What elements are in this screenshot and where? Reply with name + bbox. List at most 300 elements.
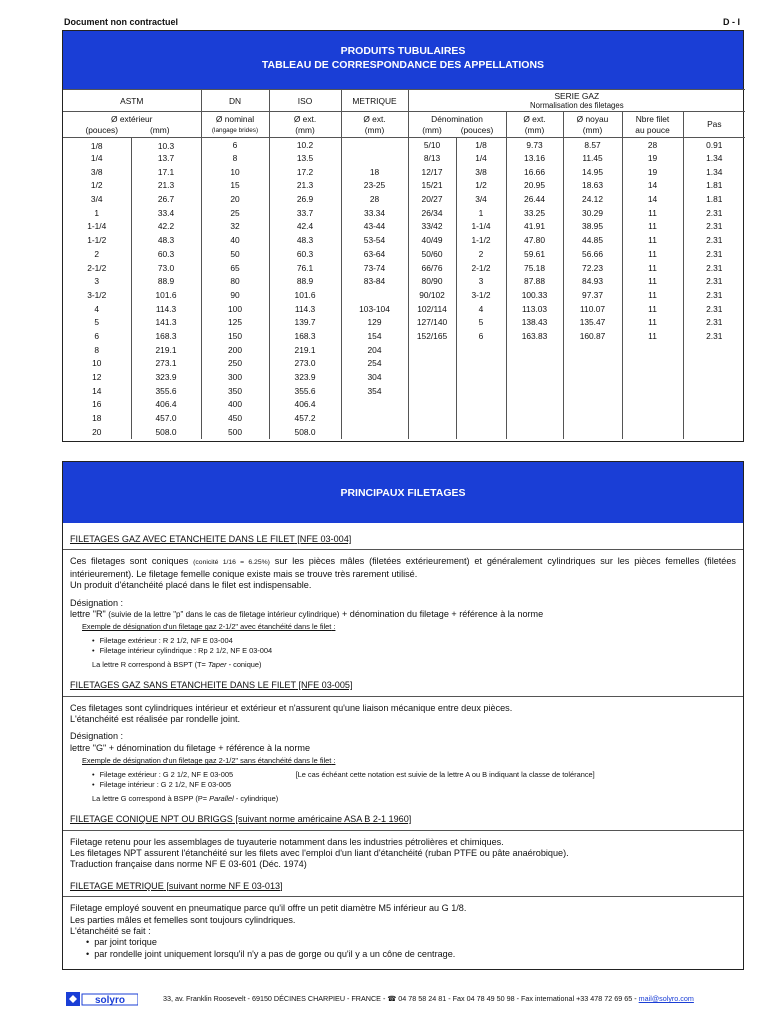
table-row bbox=[63, 329, 745, 343]
table-cell: 457.0 bbox=[131, 411, 201, 425]
denomination-sub bbox=[408, 112, 506, 138]
table-cell: 8 bbox=[94, 344, 100, 355]
table-cell: 219.1 bbox=[269, 343, 341, 357]
table-cell: 2.31 bbox=[683, 220, 745, 234]
table-cell: 160.87 bbox=[563, 329, 622, 343]
s3-title bbox=[70, 814, 736, 825]
table-row bbox=[63, 179, 745, 193]
s3-para3: Traduction française dans norme NF E 03-601 (Déc. 1974) bbox=[70, 859, 307, 870]
table-cell bbox=[563, 343, 622, 357]
table-cell: 4 bbox=[94, 303, 100, 314]
table-cell bbox=[506, 343, 563, 357]
table-cell: 26.9 bbox=[269, 192, 341, 206]
met-ext: Ø ext. bbox=[363, 113, 386, 124]
table-cell: 3-1/2 bbox=[456, 288, 506, 302]
table-cell: 3/4 bbox=[90, 194, 103, 205]
table-cell bbox=[456, 357, 506, 371]
table-cell bbox=[683, 357, 745, 371]
s1-example-colon: : bbox=[331, 622, 336, 632]
table-cell: 50/60 bbox=[408, 247, 456, 261]
table-cell: 1/2 bbox=[456, 179, 506, 193]
table-row bbox=[63, 206, 745, 220]
table-cell bbox=[506, 384, 563, 398]
met-sub bbox=[341, 112, 408, 138]
table-cell: 20.95 bbox=[506, 179, 563, 193]
iso-sub bbox=[269, 112, 341, 138]
table-cell: 101.6 bbox=[131, 288, 201, 302]
table-cell: 6 bbox=[201, 138, 269, 152]
den-units bbox=[409, 125, 506, 136]
nbre-filet: Nbre filet bbox=[635, 113, 670, 124]
table-cell bbox=[506, 398, 563, 412]
table-cell: 13.5 bbox=[269, 151, 341, 165]
table-cell: 25 bbox=[201, 206, 269, 220]
table-cell: 204 bbox=[341, 343, 408, 357]
divider bbox=[63, 896, 743, 897]
table-cell: 32 bbox=[201, 220, 269, 234]
s1-example bbox=[82, 621, 736, 632]
table-row bbox=[63, 302, 745, 316]
mail-link[interactable]: mail@solyro.com bbox=[638, 994, 694, 1003]
noyau: Ø noyau bbox=[576, 113, 609, 124]
table-cell bbox=[341, 425, 408, 439]
table-cell: 152/165 bbox=[408, 329, 456, 343]
dn-nominal: Ø nominal bbox=[215, 113, 255, 124]
table-cell: 406.4 bbox=[131, 398, 201, 412]
s2-corr-italic: Parallel bbox=[209, 793, 234, 803]
banner-title-1: PRODUITS TUBULAIRES bbox=[340, 45, 466, 57]
astm-units bbox=[63, 125, 201, 136]
table-cell: 84.93 bbox=[563, 274, 622, 288]
table-cell: 135.47 bbox=[563, 315, 622, 329]
table-cell: 2.31 bbox=[683, 315, 745, 329]
table-cell bbox=[622, 411, 683, 425]
table-cell bbox=[622, 384, 683, 398]
table-cell: 16.66 bbox=[506, 165, 563, 179]
noyau-mm: (mm) bbox=[582, 124, 603, 135]
s1-corr-italic: Taper bbox=[207, 659, 227, 669]
s1-d1a: lettre "R" bbox=[70, 609, 109, 620]
doc-note: Document non contractuel bbox=[64, 17, 179, 27]
table-cell: 400 bbox=[201, 398, 269, 412]
table-cell: 273.1 bbox=[131, 357, 201, 371]
s2-example bbox=[82, 755, 736, 766]
table-cell: 450 bbox=[201, 411, 269, 425]
table-banner bbox=[63, 31, 743, 89]
table-body bbox=[63, 138, 745, 439]
table-cell: 19 bbox=[622, 151, 683, 165]
table-cell: 17.1 bbox=[131, 165, 201, 179]
noyau-sub bbox=[563, 112, 622, 138]
table-row bbox=[63, 370, 745, 384]
table-cell: 168.3 bbox=[131, 329, 201, 343]
table-cell: 2 bbox=[94, 248, 100, 259]
table-cell: 508.0 bbox=[269, 425, 341, 439]
table-cell bbox=[506, 370, 563, 384]
table-cell: 1/2 bbox=[90, 180, 103, 191]
table-cell: 1.81 bbox=[683, 179, 745, 193]
table-cell: 15 bbox=[201, 179, 269, 193]
astm-mm: (mm) bbox=[149, 124, 170, 135]
table-cell: 73-74 bbox=[341, 261, 408, 275]
filetages-content bbox=[63, 523, 743, 966]
table-cell: 76.1 bbox=[269, 261, 341, 275]
table-cell: 63-64 bbox=[341, 247, 408, 261]
table-cell: 26.7 bbox=[131, 192, 201, 206]
table-cell: 323.9 bbox=[131, 370, 201, 384]
table-cell: 1/4 bbox=[456, 151, 506, 165]
table-cell: 88.9 bbox=[131, 274, 201, 288]
correspondence-table bbox=[63, 89, 745, 439]
table-cell: 250 bbox=[201, 357, 269, 371]
table-cell: 114.3 bbox=[131, 302, 201, 316]
s1-ref: [NFE 03-004] bbox=[294, 534, 352, 544]
table-cell: 33.25 bbox=[506, 206, 563, 220]
address-text: 33, av. Franklin Roosevelt - 69150 DÉCINES CHARPIEU - FRANCE - ☎ 04 78 58 24 81 - Fax 04 78 49 50 98 - Fax international +33 478 72 69 65 - bbox=[163, 994, 639, 1003]
table-cell: 2.31 bbox=[683, 302, 745, 316]
table-row bbox=[63, 151, 745, 165]
table-cell: 60.3 bbox=[131, 247, 201, 261]
table-cell: 53-54 bbox=[341, 233, 408, 247]
table-cell: 1 bbox=[456, 206, 506, 220]
table-cell: 11 bbox=[622, 329, 683, 343]
divider bbox=[63, 549, 743, 550]
s2-para2: L'étanchéité est réalisée par rondelle joint. bbox=[70, 714, 241, 725]
table-cell: 8/13 bbox=[408, 151, 456, 165]
table-cell: 9.73 bbox=[506, 138, 563, 152]
s2-bullet-1 bbox=[92, 770, 736, 780]
table-cell: 10.3 bbox=[131, 138, 201, 152]
table-cell: 1.34 bbox=[683, 165, 745, 179]
table-cell bbox=[456, 384, 506, 398]
table-cell: 20 bbox=[201, 192, 269, 206]
s1-para2: Un produit d'étanchéité placé dans le filet est indispensable. bbox=[70, 580, 312, 591]
table-cell bbox=[563, 370, 622, 384]
solyro-logo-icon bbox=[66, 990, 138, 1008]
logo-text: solyro bbox=[94, 995, 126, 1006]
table-cell bbox=[341, 151, 408, 165]
s1-d1b: (suivie de la lettre "p" dans le cas de filetage intérieur cylindrique) bbox=[108, 610, 340, 620]
table-cell: 60.3 bbox=[269, 247, 341, 261]
table-cell: 80 bbox=[201, 274, 269, 288]
table-cell: 1.81 bbox=[683, 192, 745, 206]
col-metrique: METRIQUE bbox=[341, 90, 408, 112]
table-row bbox=[63, 274, 745, 288]
table-cell: 80/90 bbox=[408, 274, 456, 288]
banner-title-2: TABLEAU DE CORRESPONDANCE DES APPELLATIONS bbox=[261, 59, 545, 71]
s4-title bbox=[70, 881, 736, 892]
table-cell: 103-104 bbox=[341, 302, 408, 316]
table-row bbox=[63, 425, 745, 439]
table-cell: 355.6 bbox=[131, 384, 201, 398]
iso-mm: (mm) bbox=[295, 124, 315, 135]
table-cell: 323.9 bbox=[269, 370, 341, 384]
table-cell: 125 bbox=[201, 315, 269, 329]
footer-address bbox=[163, 994, 694, 1003]
table-cell: 100.33 bbox=[506, 288, 563, 302]
table-row bbox=[63, 233, 745, 247]
table-cell: 2.31 bbox=[683, 247, 745, 261]
table-cell: 11 bbox=[622, 261, 683, 275]
table-cell: 14 bbox=[622, 179, 683, 193]
table-cell: 3 bbox=[456, 274, 506, 288]
table-cell bbox=[408, 384, 456, 398]
table-cell: 65 bbox=[201, 261, 269, 275]
table-cell: 127/140 bbox=[408, 315, 456, 329]
table-cell: 1/4 bbox=[90, 153, 103, 164]
table-cell: 100 bbox=[201, 302, 269, 316]
s2-title bbox=[70, 680, 736, 691]
table-cell bbox=[683, 411, 745, 425]
table-cell: 11 bbox=[622, 233, 683, 247]
table-cell: 2 bbox=[456, 247, 506, 261]
table-cell: 14 bbox=[622, 192, 683, 206]
s4-bullet-1: • par joint torique bbox=[86, 937, 736, 948]
table-cell: 2.31 bbox=[683, 261, 745, 275]
astm-pouces: (pouces) bbox=[85, 124, 119, 135]
iso-ext: Ø ext. bbox=[293, 113, 317, 124]
pas-sub: Pas bbox=[683, 112, 745, 138]
table-cell: 3/8 bbox=[456, 165, 506, 179]
table-cell: 33/42 bbox=[408, 220, 456, 234]
table-cell bbox=[341, 411, 408, 425]
dn-langage: (langage brides) bbox=[211, 126, 259, 134]
table-cell: 2.31 bbox=[683, 329, 745, 343]
table-cell: 28 bbox=[341, 192, 408, 206]
table-cell: 26.44 bbox=[506, 192, 563, 206]
table-cell: 139.7 bbox=[269, 315, 341, 329]
table-cell: 26/34 bbox=[408, 206, 456, 220]
col-serie-gaz bbox=[408, 90, 745, 112]
table-cell bbox=[341, 138, 408, 152]
table-cell: 0.91 bbox=[683, 138, 745, 152]
s1-correspondence bbox=[92, 659, 736, 670]
s3-para1: Filetage retenu pour les assemblages de tuyauterie notamment dans les industries pétrolières et chimiques. bbox=[70, 836, 504, 847]
table-cell bbox=[408, 398, 456, 412]
normalisation-label: Normalisation des filetages bbox=[530, 101, 624, 110]
table-cell: 90 bbox=[201, 288, 269, 302]
astm-sub bbox=[63, 112, 201, 138]
s2-designation: Désignation : bbox=[70, 731, 124, 742]
table-cell: 2-1/2 bbox=[456, 261, 506, 275]
table-row bbox=[63, 247, 745, 261]
s4-ref: [suivant norme NF E 03-013] bbox=[163, 880, 283, 891]
table-cell: 24.12 bbox=[563, 192, 622, 206]
table-cell: 30.29 bbox=[563, 206, 622, 220]
s1-title-text: FILETAGES GAZ AVEC ETANCHEITE DANS LE FILET bbox=[70, 534, 295, 544]
table-cell: 141.3 bbox=[131, 315, 201, 329]
table-cell: 56.66 bbox=[563, 247, 622, 261]
table-cell: 5/10 bbox=[408, 138, 456, 152]
table-cell: 18.63 bbox=[563, 179, 622, 193]
table-cell: 83-84 bbox=[341, 274, 408, 288]
table-cell bbox=[622, 357, 683, 371]
table-cell: 3-1/2 bbox=[87, 289, 107, 300]
table-cell: 17.2 bbox=[269, 165, 341, 179]
table-cell bbox=[622, 370, 683, 384]
table-cell: 42.2 bbox=[131, 220, 201, 234]
table-cell: 33.7 bbox=[269, 206, 341, 220]
s4-bullet-2: • par rondelle joint uniquement lorsqu'il n'y a pas de gorge ou qu'il y a un cône de centrage. bbox=[86, 949, 736, 960]
s2-title-text: FILETAGES GAZ SANS ETANCHEITE DANS LE FILET bbox=[70, 680, 296, 691]
s2-b1-note: [Le cas échéant cette notation est suivie de la lettre A ou B indiquant la classe de tolérance] bbox=[295, 769, 595, 779]
s2-example-colon: : bbox=[331, 756, 336, 766]
table-cell: 508.0 bbox=[131, 425, 201, 439]
table-cell: 1 bbox=[94, 207, 100, 218]
table-cell: 3/8 bbox=[90, 166, 103, 177]
s2-correspondence bbox=[92, 793, 736, 804]
table-cell: 1/8 bbox=[90, 141, 103, 152]
s1-corr-end: - conique) bbox=[226, 659, 262, 669]
table-cell: 21.3 bbox=[131, 179, 201, 193]
table-cell: 8 bbox=[201, 151, 269, 165]
s2-para1: Ces filetages sont cylindriques intérieur et extérieur et n'assurent qu'une liaison mécanique entre deux pièces. bbox=[70, 702, 513, 713]
table-cell bbox=[563, 357, 622, 371]
table-cell bbox=[456, 425, 506, 439]
s1-corr: La lettre R correspond à BSPT (T= bbox=[92, 659, 208, 669]
table-cell: 110.07 bbox=[563, 302, 622, 316]
table-cell: 20/27 bbox=[408, 192, 456, 206]
table-cell: 11 bbox=[622, 206, 683, 220]
table-cell: 6 bbox=[456, 329, 506, 343]
s1-bullet-1: • Filetage extérieur : R 2 1/2, NF E 03-004 bbox=[92, 636, 736, 646]
table-cell: 5 bbox=[456, 315, 506, 329]
table-cell: 10.2 bbox=[269, 138, 341, 152]
table-cell: 18 bbox=[341, 165, 408, 179]
table-row bbox=[63, 220, 745, 234]
table-cell: 3 bbox=[94, 276, 100, 287]
table-cell: 1-1/4 bbox=[456, 220, 506, 234]
table-row bbox=[63, 288, 745, 302]
table-cell: 1-1/2 bbox=[456, 233, 506, 247]
table-cell: 47.80 bbox=[506, 233, 563, 247]
page-header bbox=[62, 15, 744, 29]
table-cell: 43-44 bbox=[341, 220, 408, 234]
table-cell: 2-1/2 bbox=[87, 262, 107, 273]
gaz-ext-mm: (mm) bbox=[524, 124, 545, 135]
table-row bbox=[63, 192, 745, 206]
table-row bbox=[63, 343, 745, 357]
page-footer bbox=[62, 988, 744, 1010]
s1-para1 bbox=[70, 556, 736, 580]
table-cell: 11 bbox=[622, 315, 683, 329]
table-cell bbox=[456, 411, 506, 425]
table-cell bbox=[683, 384, 745, 398]
s1-p1a: Ces filetages sont coniques bbox=[70, 556, 194, 567]
s4-title-text: FILETAGE METRIQUE bbox=[70, 880, 164, 891]
table-cell: 72.23 bbox=[563, 261, 622, 275]
table-cell: 14 bbox=[92, 385, 102, 396]
table-cell: 304 bbox=[341, 370, 408, 384]
table-cell: 33.4 bbox=[131, 206, 201, 220]
table-cell: 10 bbox=[92, 358, 102, 369]
table-row bbox=[63, 261, 745, 275]
table-cell bbox=[408, 343, 456, 357]
table-cell: 13.7 bbox=[131, 151, 201, 165]
table-cell: 14.95 bbox=[563, 165, 622, 179]
table-cell: 6 bbox=[94, 330, 100, 341]
s1-title bbox=[70, 534, 736, 545]
table-cell bbox=[341, 398, 408, 412]
table-cell: 300 bbox=[201, 370, 269, 384]
table-cell: 97.37 bbox=[563, 288, 622, 302]
table-cell: 2.31 bbox=[683, 206, 745, 220]
s2-bullet-2: • Filetage intérieur : G 2 1/2, NF E 03-005 bbox=[92, 780, 736, 790]
table-cell: 168.3 bbox=[269, 329, 341, 343]
table-cell: 406.4 bbox=[269, 398, 341, 412]
table-cell: 150 bbox=[201, 329, 269, 343]
correspondence-section bbox=[62, 30, 744, 442]
table-cell: 114.3 bbox=[269, 302, 341, 316]
table-cell: 59.61 bbox=[506, 247, 563, 261]
table-cell: 8.57 bbox=[563, 138, 622, 152]
table-cell: 138.43 bbox=[506, 315, 563, 329]
table-cell bbox=[563, 398, 622, 412]
table-cell bbox=[456, 398, 506, 412]
table-cell: 90/102 bbox=[408, 288, 456, 302]
s1-bullet-2: • Filetage intérieur cylindrique : Rp 2 1/2, NF E 03-004 bbox=[92, 646, 736, 656]
table-cell bbox=[683, 425, 745, 439]
table-row bbox=[63, 398, 745, 412]
table-cell: 18 bbox=[92, 413, 102, 424]
dn-sub bbox=[201, 112, 269, 138]
table-cell: 44.85 bbox=[563, 233, 622, 247]
table-row bbox=[63, 411, 745, 425]
table-cell: 23-25 bbox=[341, 179, 408, 193]
table-cell: 40 bbox=[201, 233, 269, 247]
table-cell: 200 bbox=[201, 343, 269, 357]
table-cell bbox=[408, 370, 456, 384]
table-cell: 75.18 bbox=[506, 261, 563, 275]
table-row bbox=[63, 165, 745, 179]
table-row bbox=[63, 384, 745, 398]
table-cell bbox=[506, 357, 563, 371]
filetages-banner: PRINCIPAUX FILETAGES bbox=[63, 462, 743, 523]
table-cell: 12/17 bbox=[408, 165, 456, 179]
table-cell: 10 bbox=[201, 165, 269, 179]
table-cell: 219.1 bbox=[131, 343, 201, 357]
table-cell: 3/4 bbox=[456, 192, 506, 206]
col-astm: ASTM bbox=[63, 90, 201, 112]
table-cell: 154 bbox=[341, 329, 408, 343]
table-cell: 11 bbox=[622, 288, 683, 302]
s2-example-text: Exemple de désignation d'un filetage gaz 2-1/2" sans étanchéité dans le filet bbox=[82, 756, 332, 766]
table-cell: 4 bbox=[456, 302, 506, 316]
s2-designation-rule: lettre "G" + dénomination du filetage + référence à la norme bbox=[70, 742, 311, 753]
s2-b1: Filetage extérieur : G 2 1/2, NF E 03-005 bbox=[99, 769, 234, 779]
table-cell: 11 bbox=[622, 247, 683, 261]
table-cell: 66/76 bbox=[408, 261, 456, 275]
table-cell bbox=[563, 384, 622, 398]
table-cell: 12 bbox=[92, 372, 102, 383]
table-cell: 38.95 bbox=[563, 220, 622, 234]
s4-para2: Les parties mâles et femelles sont toujours cylindriques. bbox=[70, 914, 296, 925]
table-cell: 113.03 bbox=[506, 302, 563, 316]
table-cell: 16 bbox=[92, 399, 102, 410]
table-cell: 1-1/4 bbox=[87, 221, 107, 232]
table-cell: 355.6 bbox=[269, 384, 341, 398]
table-cell: 33.34 bbox=[341, 206, 408, 220]
divider bbox=[63, 830, 743, 831]
table-header-row-1 bbox=[63, 90, 745, 112]
table-cell: 11 bbox=[622, 220, 683, 234]
table-row bbox=[63, 357, 745, 371]
s2-ref: [NFE 03-005] bbox=[295, 680, 353, 691]
filetages-section bbox=[62, 461, 744, 970]
table-cell bbox=[563, 411, 622, 425]
table-cell: 102/114 bbox=[408, 302, 456, 316]
table-cell bbox=[506, 411, 563, 425]
